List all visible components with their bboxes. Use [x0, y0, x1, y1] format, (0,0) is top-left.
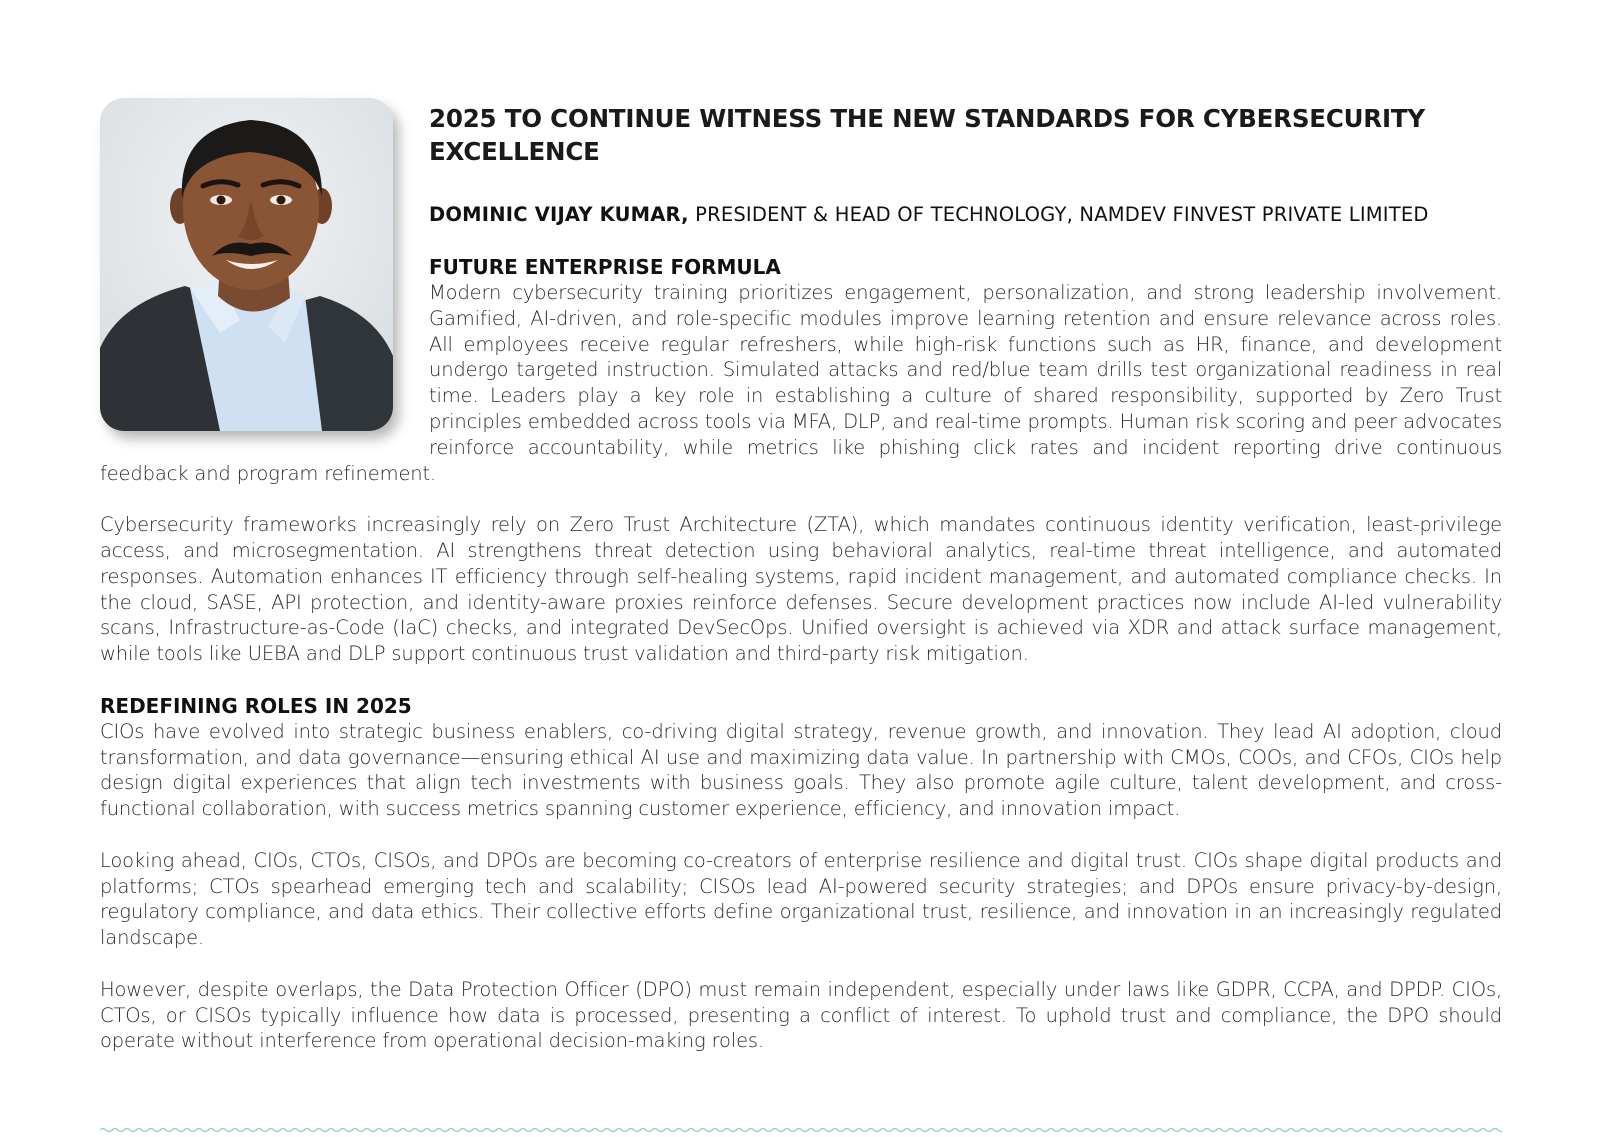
- paragraph: Looking ahead, CIOs, CTOs, CISOs, and DPOs are becoming co-creators of enterprise resilience and digital trust. CIOs shape digital products and platforms; CTOs spearhead emerging tech and scalability; CISOs lead AI-powered security strategies; and DPOs ensure privacy-by-design, regulatory compliance, and data ethics. Their collective efforts define organizational trust, resilience, and innovation in an increasingly regulated landscape.: [100, 848, 1502, 950]
- author-role: PRESIDENT & HEAD OF TECHNOLOGY, NAMDEV FINVEST PRIVATE LIMITED: [688, 203, 1429, 226]
- paragraph: Cybersecurity frameworks increasingly rely on Zero Trust Architecture (ZTA), which mandates continuous identity verification, least-privilege access, and microsegmentation. AI strengthens threat detection using behavioral analytics, real-time threat intelligence, and automated responses. Automation enhances IT efficiency through self-healing systems, rapid incident management, and automated compliance checks. In the cloud, SASE, API protection, and identity-aware proxies reinforce defenses. Secure development practices now include AI-led vulnerability scans, Infrastructure-as-Code (IaC) checks, and integrated DevSecOps. Unified oversight is achieved via XDR and attack surface management, while tools like UEBA and DLP support continuous trust validation and third-party risk mitigation.: [100, 513, 1502, 666]
- section-heading-redefining-roles: REDEFINING ROLES IN 2025: [100, 693, 412, 718]
- author-portrait-illustration: [100, 98, 393, 431]
- author-name: DOMINIC VIJAY KUMAR,: [429, 203, 689, 226]
- footer-wave-divider: [100, 1127, 1502, 1133]
- section-heading-future-enterprise: FUTURE ENTERPRISE FORMULA: [429, 255, 781, 279]
- paragraph: Modern cybersecurity training prioritizes engagement, personalization, and strong leadership involvement. Gamified, AI-driven, and role-specific modules improve learning retention and ensure relevance across roles. All employees receive regular refreshers, while high-risk functions such as HR, finance, and development undergo targeted instruction. Simulated attacks and red/blue team drills test organizational readiness in real time. Leaders play a key role in establishing a culture of shared responsibility, supported by Zero Trust principles embedded across tools via MFA, DLP, and real-time prompts. Human risk scoring and peer advocates reinforce accountability, while metrics like phishing click rates and incident reporting drive continuous feedback and program refinement.: [100, 281, 1502, 485]
- paragraph: CIOs have evolved into strategic business enablers, co-driving digital strategy, revenue growth, and innovation. They lead AI adoption, cloud transformation, and data governance—ensuring ethical AI use and maximizing data value. In partnership with CMOs, COOs, and CFOs, CIOs help design digital experiences that align tech investments with business goals. They also promote agile culture, talent development, and cross-functional collaboration, with success metrics spanning customer experience, efficiency, and innovation impact.: [100, 719, 1502, 821]
- paragraph: However, despite overlaps, the Data Protection Officer (DPO) must remain independent, especially under laws like GDPR, CCPA, and DPDP. CIOs, CTOs, or CISOs typically influence how data is processed, presenting a conflict of interest. To uphold trust and compliance, the DPO should operate without interference from operational decision-making roles.: [100, 977, 1502, 1053]
- author-photo: [100, 98, 393, 431]
- article: [100, 98, 1502, 1054]
- article-title: 2025 TO CONTINUE WITNESS THE NEW STANDARDS FOR CYBERSECURITY EXCELLENCE: [429, 104, 1425, 166]
